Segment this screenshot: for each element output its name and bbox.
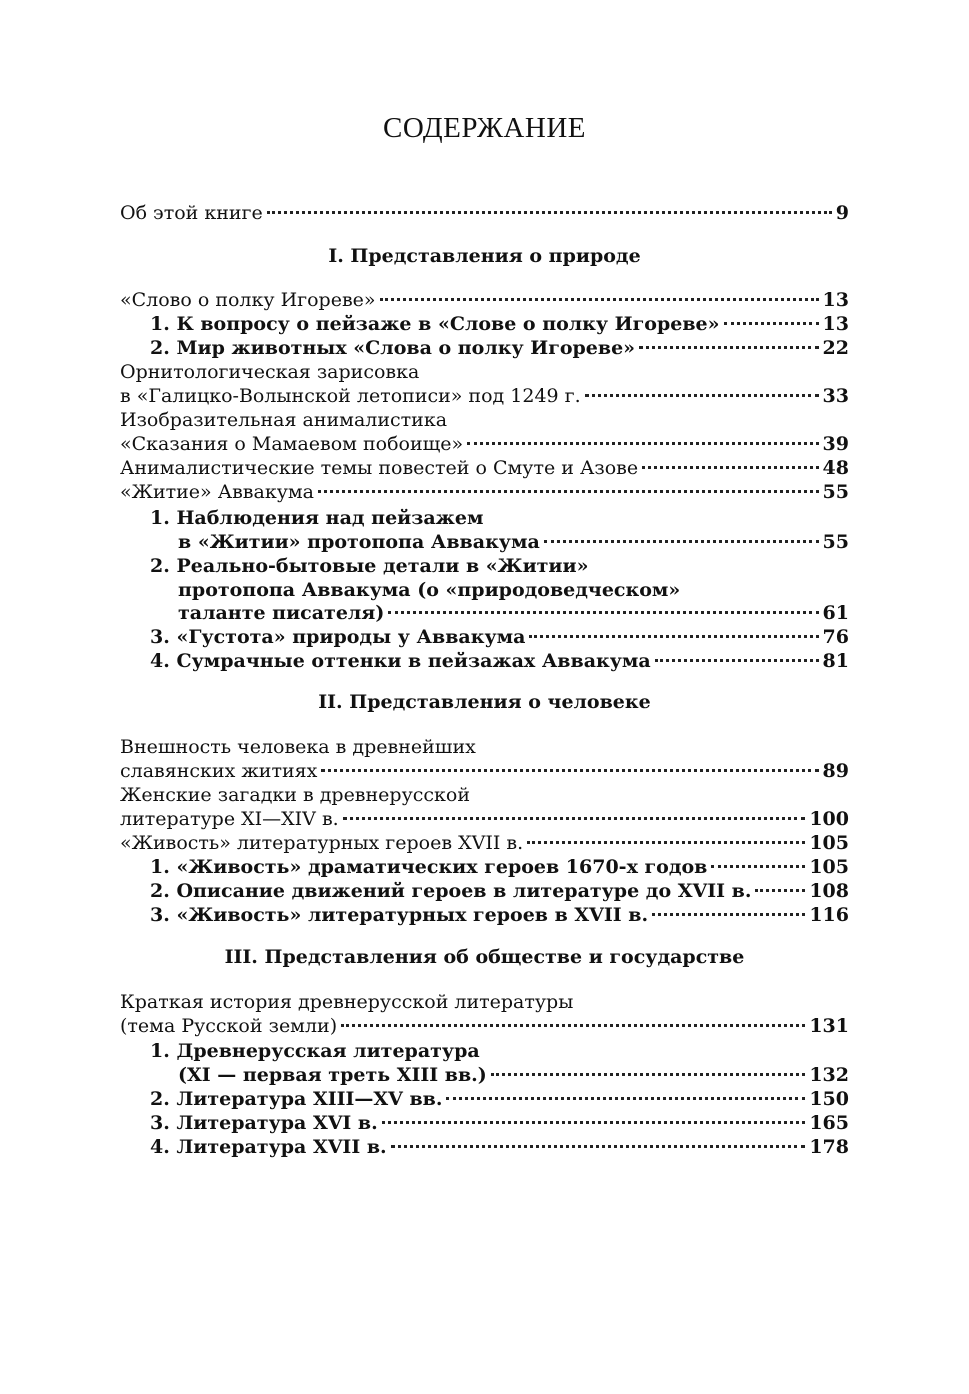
- toc-page-number: 13: [822, 313, 849, 335]
- toc-entry-text: 4. Сумрачные оттенки в пейзажах Аввакума: [150, 650, 651, 672]
- toc-entry[interactable]: [150, 879, 849, 903]
- toc-page-number: 61: [822, 602, 849, 624]
- toc-entry-text: 2. Литература XIII—XV вв.: [150, 1088, 443, 1110]
- toc-entry[interactable]: [178, 601, 849, 625]
- toc-entry-text: (тема Русской земли): [120, 1015, 338, 1037]
- toc-entry-text: 3. «Густота» природы у Аввакума: [150, 626, 526, 648]
- toc-entry-line: [150, 506, 849, 530]
- leader-dots: [391, 1144, 806, 1148]
- toc-page-number: 48: [822, 457, 849, 479]
- toc-entry[interactable]: [120, 384, 849, 408]
- toc-entry-text: в «Житии» протопопа Аввакума: [178, 531, 540, 553]
- toc-entry-text: в «Галицко-Волынской летописи» под 1249 г.: [120, 385, 581, 407]
- toc-entry-line: [120, 360, 849, 384]
- toc-page-number: 22: [822, 337, 849, 359]
- toc-entry[interactable]: [150, 903, 849, 927]
- leader-dots: [341, 1023, 805, 1027]
- toc-entry-text: 1. «Живость» драматических героев 1670-х годов: [150, 856, 708, 878]
- toc-page-number: 39: [822, 433, 849, 455]
- toc-entry-line: [120, 783, 849, 807]
- section-heading: II. Представления о человеке: [318, 691, 651, 713]
- toc-entry[interactable]: [120, 480, 849, 504]
- toc-entry-text: 4. Литература XVII в.: [150, 1136, 387, 1158]
- toc-entry-text: 1. Древнерусская литература: [150, 1040, 480, 1062]
- toc-entry[interactable]: [150, 336, 849, 360]
- toc-page-number: 81: [822, 650, 849, 672]
- section-heading: I. Представления о природе: [328, 245, 641, 267]
- toc-page-number: 116: [809, 904, 849, 926]
- toc-entry-text: «Слово о полку Игореве»: [120, 289, 376, 311]
- section-heading: III. Представления об обществе и государстве: [224, 946, 745, 968]
- toc-page-number: 55: [822, 481, 849, 503]
- toc-entry-line: [120, 990, 849, 1014]
- toc-entry-line: [120, 735, 849, 759]
- toc-entry-text: «Живость» литературных героев XVII в.: [120, 832, 524, 854]
- toc-page-number: 105: [809, 832, 849, 854]
- leader-dots: [755, 888, 805, 892]
- leader-dots: [585, 393, 819, 397]
- leader-dots: [467, 441, 818, 445]
- leader-dots: [724, 321, 819, 325]
- toc-page-number: 13: [822, 289, 849, 311]
- toc-entry[interactable]: [120, 1014, 849, 1038]
- leader-dots: [529, 634, 818, 638]
- leader-dots: [446, 1096, 805, 1100]
- toc-entry-text: 2. Мир животных «Слова о полку Игореве»: [150, 337, 636, 359]
- page-title: СОДЕРЖАНИЕ: [383, 112, 586, 144]
- leader-dots: [321, 768, 818, 772]
- toc-entry[interactable]: [178, 530, 849, 554]
- toc-entry[interactable]: [120, 288, 849, 312]
- toc-page-number: 178: [809, 1136, 849, 1158]
- toc-entry-text: 3. «Живость» литературных героев в XVII в.: [150, 904, 649, 926]
- toc-entry-line: [178, 578, 849, 602]
- toc-entry[interactable]: [120, 831, 849, 855]
- leader-dots: [491, 1072, 806, 1076]
- toc-entry-line: [150, 554, 849, 578]
- toc-entry-text: 3. Литература XVI в.: [150, 1112, 378, 1134]
- leader-dots: [639, 345, 818, 349]
- toc-entry[interactable]: [120, 759, 849, 783]
- toc-entry-text: протопопа Аввакума (о «природоведческом»: [178, 579, 681, 601]
- leader-dots: [318, 489, 819, 493]
- toc-page-number: 76: [822, 626, 849, 648]
- toc-page-number: 55: [822, 531, 849, 553]
- toc-entry-text: литературе XI—XIV в.: [120, 808, 339, 830]
- toc-page-number: 150: [809, 1088, 849, 1110]
- toc-entry-text: 2. Описание движений героев в литературе до XVII в.: [150, 880, 752, 902]
- toc-entry[interactable]: [120, 456, 849, 480]
- toc-page-number: 132: [809, 1064, 849, 1086]
- leader-dots: [652, 912, 805, 916]
- toc-entry-text: Изобразительная анималистика: [120, 409, 448, 431]
- leader-dots: [655, 658, 819, 662]
- toc-entry-text: «Сказания о Мамаевом побоище»: [120, 433, 464, 455]
- leader-dots: [711, 864, 805, 868]
- leader-dots: [544, 539, 819, 543]
- toc-page-number: 105: [809, 856, 849, 878]
- toc-entry-text: Орнитологическая зарисовка: [120, 361, 420, 383]
- leader-dots: [388, 610, 818, 614]
- toc-entry-text: 1. Наблюдения над пейзажем: [150, 507, 484, 529]
- toc-page-number: 100: [809, 808, 849, 830]
- toc-entry-text: таланте писателя): [178, 602, 385, 624]
- toc-entry[interactable]: [150, 625, 849, 649]
- toc-entry-text: 2. Реально-бытовые детали в «Житии»: [150, 555, 589, 577]
- toc-entry-text: 1. К вопросу о пейзаже в «Слове о полку Игореве»: [150, 313, 720, 335]
- toc-entry-text: Краткая история древнерусской литературы: [120, 991, 574, 1013]
- toc-entry[interactable]: [120, 807, 849, 831]
- toc-page-number: 9: [835, 202, 849, 224]
- leader-dots: [267, 210, 832, 214]
- toc-entry-text: Анималистические темы повестей о Смуте и Азове: [120, 457, 639, 479]
- toc-entry-text: Внешность человека в древнейших: [120, 736, 476, 758]
- leader-dots: [382, 1120, 806, 1124]
- toc-page-number: 108: [809, 880, 849, 902]
- toc-entry[interactable]: [150, 1135, 849, 1159]
- leader-dots: [380, 297, 819, 301]
- toc-entry[interactable]: [120, 432, 849, 456]
- leader-dots: [642, 465, 818, 469]
- toc-entry-text: (XI — первая треть XIII вв.): [178, 1064, 487, 1086]
- toc-entry-text: Об этой книге: [120, 202, 263, 224]
- toc-entry-line: [120, 408, 849, 432]
- toc-entry[interactable]: [178, 1063, 849, 1087]
- toc-entry-line: [150, 1039, 849, 1063]
- toc-page-number: 165: [809, 1112, 849, 1134]
- toc-page-number: 131: [809, 1015, 849, 1037]
- toc-entry-text: Женские загадки в древнерусской: [120, 784, 471, 806]
- toc-entry[interactable]: [150, 649, 849, 673]
- toc-page-number: 33: [822, 385, 849, 407]
- toc-entry[interactable]: [150, 1111, 849, 1135]
- toc-page-number: 89: [822, 760, 849, 782]
- toc-entry[interactable]: [150, 855, 849, 879]
- toc-entry-text: «Житие» Аввакума: [120, 481, 314, 503]
- toc-entry[interactable]: [150, 1087, 849, 1111]
- toc-entry[interactable]: [120, 201, 849, 225]
- toc-entry-text: славянских житиях: [120, 760, 318, 782]
- leader-dots: [527, 840, 805, 844]
- leader-dots: [343, 816, 806, 820]
- toc-entry[interactable]: [150, 312, 849, 336]
